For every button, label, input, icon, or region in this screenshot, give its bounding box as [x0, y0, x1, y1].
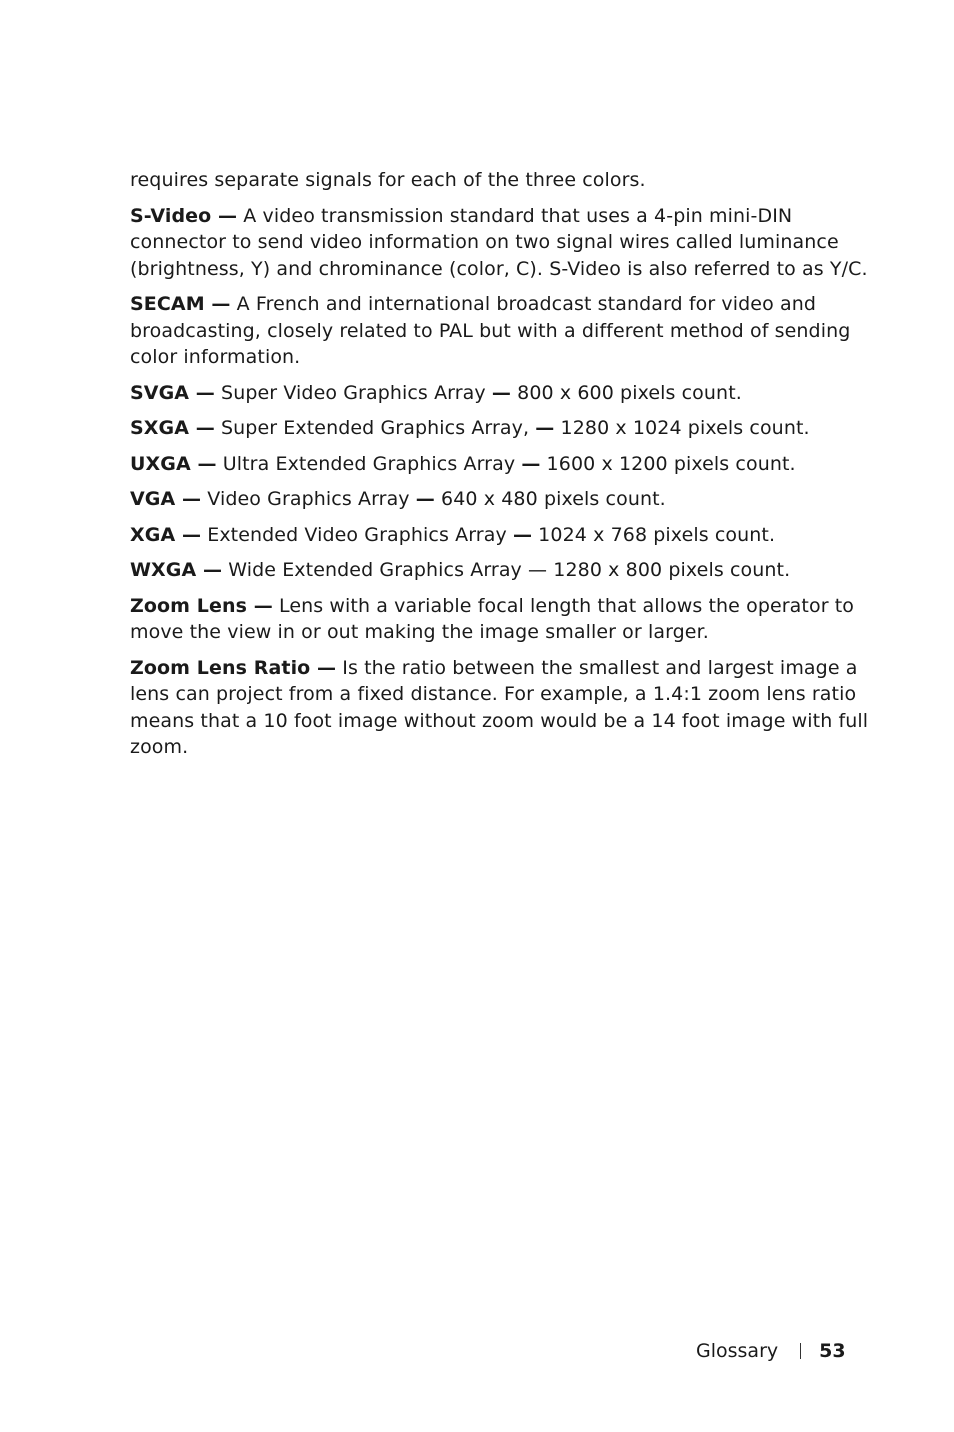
definition-wxga: Wide Extended Graphics Array — 1280 x 800 pixels count.: [222, 559, 791, 581]
definition-sxga-count: 1280 x 1024 pixels count.: [554, 417, 810, 439]
term-zoom-lens: Zoom Lens —: [130, 594, 273, 617]
continuation-text: requires separate signals for each of the three colors.: [130, 169, 646, 191]
definition-s-video: A video transmission standard that uses a 4-pin mini-DIN connector to send video information on two signal wires called luminance (brightness, Y) and chrominance (color, C). S-Video is also referred to as Y/C.: [130, 204, 868, 280]
entry-xga: [130, 522, 870, 549]
definition-uxga-name: Ultra Extended Graphics Array: [216, 452, 522, 475]
term-uxga: UXGA —: [130, 452, 217, 475]
definition-vga-count: 640 x 480 pixels count.: [434, 488, 666, 510]
term-wxga: WXGA —: [130, 559, 223, 581]
term-zoom-lens-ratio: Zoom Lens Ratio —: [130, 656, 337, 679]
entry-uxga: [130, 451, 870, 478]
term-xga: XGA —: [130, 523, 202, 546]
term-svga: SVGA —: [130, 381, 215, 404]
definition-zoom-lens: Lens with a variable focal length that allows the operator to move the view in or out making the image smaller or larger.: [130, 594, 855, 643]
entry-wxga: [130, 557, 870, 584]
footer-divider: [800, 1343, 801, 1359]
entry-s-video: [130, 203, 870, 283]
term-s-video: S-Video —: [130, 204, 238, 227]
definition-sxga-dash: —: [535, 417, 555, 439]
definition-uxga-count: 1600 x 1200 pixels count.: [540, 452, 796, 475]
entry-zoom-lens: [130, 593, 870, 646]
page-number: 53: [819, 1340, 846, 1362]
term-vga: VGA —: [130, 488, 202, 510]
definition-sxga-name: Super Extended Graphics Array,: [214, 417, 536, 439]
entry-secam: [130, 291, 870, 371]
glossary-content: [130, 167, 870, 770]
definition-svga-dash: —: [491, 381, 511, 404]
entry-sxga: [130, 415, 870, 442]
term-sxga: SXGA —: [130, 417, 215, 439]
definition-vga-name: Video Graphics Array: [201, 488, 416, 510]
definition-uxga-dash: —: [521, 452, 541, 475]
footer-section-title: Glossary: [696, 1340, 779, 1362]
definition-zoom-lens-ratio: Is the ratio between the smallest and largest image a lens can project from a fixed distance. For example, a 1.4:1 zoom lens ratio means that a 10 foot image without zoom would be a 14 foot image with full zoom.: [130, 656, 869, 758]
definition-xga-name: Extended Video Graphics Array: [201, 523, 513, 546]
definition-svga-count: 800 x 600 pixels count.: [511, 381, 742, 404]
entry-zoom-lens-ratio: [130, 655, 870, 761]
definition-xga-count: 1024 x 768 pixels count.: [532, 523, 776, 546]
term-secam: SECAM —: [130, 293, 231, 315]
entry-svga: [130, 380, 870, 407]
definition-xga-dash: —: [512, 523, 533, 546]
definition-secam: A French and international broadcast standard for video and broadcasting, closely related to PAL but with a different method of sending color information.: [130, 293, 851, 368]
definition-svga-name: Super Video Graphics Array: [214, 381, 492, 404]
page-footer: [696, 1338, 846, 1364]
entry-vga: [130, 486, 870, 513]
definition-vga-dash: —: [415, 488, 435, 510]
